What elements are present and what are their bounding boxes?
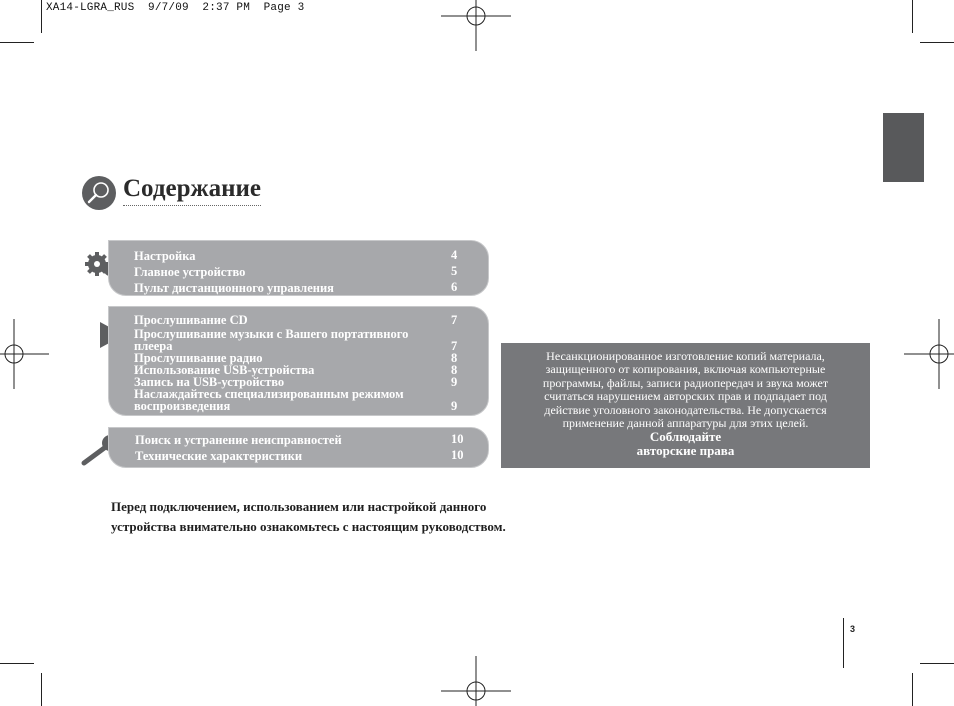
registration-mark <box>904 319 954 389</box>
notice-line: устройства внимательно ознакомьтесь с настоящим руководством. <box>111 518 506 534</box>
toc-item-page: 4 <box>451 248 458 262</box>
toc-item-label: Запись на USB-устройство <box>134 375 285 389</box>
toc-item-page: 7 <box>451 313 458 327</box>
crop-mark <box>912 673 913 706</box>
crop-mark <box>0 42 34 43</box>
toc-item[interactable] <box>109 281 488 297</box>
warning-text-line: защищенного от копирования, включая компьютерные <box>545 362 826 377</box>
toc-item[interactable] <box>109 433 488 449</box>
toc-item-page: 6 <box>451 280 458 294</box>
toc-item-label: Наслаждайтесь специализированным режимом <box>134 387 404 401</box>
toc-item-page: 9 <box>451 399 458 413</box>
crop-mark <box>41 673 42 706</box>
toc-item-page: 7 <box>451 339 458 353</box>
warning-heading: Соблюдайте <box>649 429 722 445</box>
crop-mark <box>920 663 954 664</box>
page-edge-line <box>843 618 844 668</box>
chapter-side-tab <box>883 113 924 182</box>
toc-item-page: 10 <box>451 432 464 446</box>
notice-line: Перед подключением, использованием или настройкой данного <box>111 499 487 514</box>
crop-mark <box>0 663 34 664</box>
page-number: 3 <box>850 624 856 634</box>
toc-item[interactable] <box>109 265 488 281</box>
toc-item-page: 5 <box>451 264 458 278</box>
crop-mark <box>41 0 42 33</box>
registration-mark <box>441 0 511 51</box>
toc-item-label: Настройка <box>134 249 196 263</box>
toc-item-page: 9 <box>451 375 458 389</box>
toc-item-page: 8 <box>451 363 458 377</box>
warning-text-line: программы, файлы, записи радиопередач и звука может <box>542 375 829 390</box>
toc-item[interactable] <box>109 449 488 465</box>
toc-item-label-cont: плеера <box>134 339 173 353</box>
toc-item-label: Использование USB-устройства <box>134 363 315 377</box>
warning-text-line: Несанкционированное изготовление копий материала, <box>546 349 825 363</box>
crop-mark <box>912 0 913 33</box>
magnifier-icon <box>82 176 116 210</box>
toc-item-label: Прослушивание музыки с Вашего портативного <box>134 327 409 341</box>
read-manual-notice <box>111 497 506 536</box>
toc-item[interactable] <box>109 249 488 265</box>
copyright-warning <box>501 343 870 468</box>
toc-item-label: Поиск и устранение неисправностей <box>135 433 342 447</box>
toc-section-playback <box>108 306 489 416</box>
warning-text-line: считаться нарушением авторских прав и подпадает под <box>544 389 827 404</box>
registration-mark <box>0 319 49 389</box>
toc-item[interactable] <box>109 388 488 412</box>
toc-section-service <box>108 427 489 468</box>
warning-text-line: применение данной аппаратуры для этих целей. <box>562 416 809 431</box>
toc-item-label: Прослушивание CD <box>134 313 248 327</box>
warning-text-line: действие уголовного законодательства. Не допускается <box>544 402 827 417</box>
warning-heading: авторские права <box>636 443 735 459</box>
toc-item-page: 10 <box>451 448 464 462</box>
toc-item-label: Пульт дистанционного управления <box>134 281 334 295</box>
toc-item-label: Главное устройство <box>134 265 246 279</box>
crop-mark <box>920 42 954 43</box>
toc-item-label: Прослушивание радио <box>134 351 263 365</box>
toc-item-label: Технические характеристики <box>135 449 303 463</box>
page-title: Содержание <box>123 175 261 206</box>
toc-item-page: 8 <box>451 351 458 365</box>
print-header: XA14-LGRA_RUS 9/7/09 2:37 PM Page 3 <box>46 2 305 14</box>
toc-item-label-cont: воспроизведения <box>134 399 231 413</box>
toc-item[interactable] <box>109 328 488 352</box>
registration-mark <box>441 656 511 706</box>
toc-section-setup <box>108 240 489 296</box>
toc-item[interactable] <box>109 314 488 326</box>
